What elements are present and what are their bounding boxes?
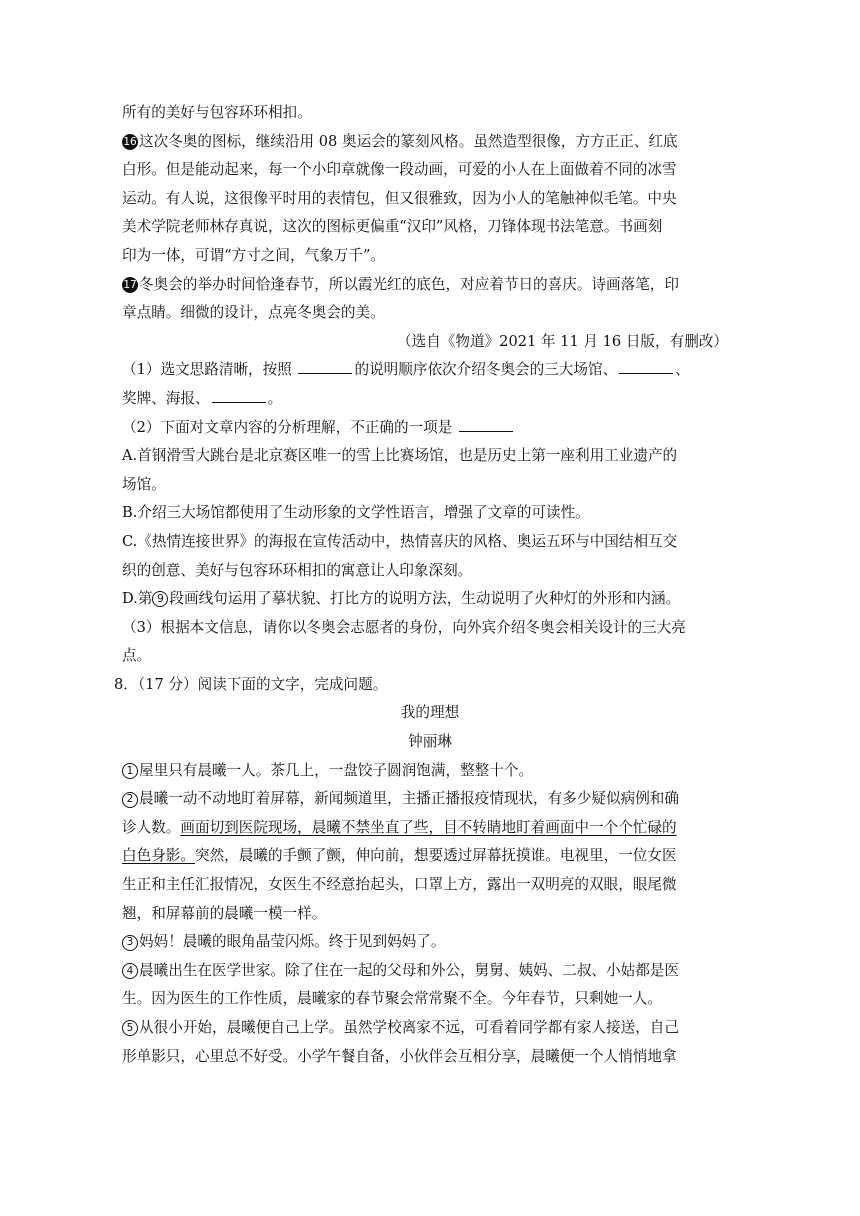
paragraph-number-16: 16 (122, 134, 138, 150)
article-title: 我的理想 (400, 704, 460, 722)
answer-blank[interactable] (298, 359, 352, 374)
text-line: 白形。但是能动起来，每一个小印章就像一段动画，可爱的小人在上面做着不同的冰雪 (122, 161, 677, 179)
paragraph-number-1: 1 (122, 763, 138, 779)
paragraph-4: 4 晨曦出生在医学世家。除了住在一起的父母和外公，舅舅、姨妈、二叔、小姑都是医 (122, 957, 738, 986)
text-line: 生正和主任汇报情况，女医生不经意抬起头，口罩上方，露出一双明亮的双眼，眼尾微 (122, 876, 677, 894)
article-author: 钟丽琳 (408, 733, 452, 751)
option-a-cont: 场馆。 (122, 475, 166, 493)
text-line: 形单影只，心里总不好受。小学午餐自备，小伙伴会互相分享，晨曦便一个人悄悄地拿 (122, 1047, 677, 1065)
paragraph-3: 3 妈妈！晨曦的眼角晶莹闪烁。终于见到妈妈了。 (122, 928, 738, 957)
question-3-cont: 点。 (122, 647, 152, 665)
paragraph-number-4: 4 (122, 963, 138, 979)
paragraph-number-3: 3 (122, 935, 138, 951)
text-line: 美术学院老师林存真说，这次的图标更偏重“汉印”风格，刀锋体现书法笔意。书画刻 (122, 218, 663, 236)
question-1-cont: 奖牌、海报、 。 (122, 389, 283, 407)
text-line: 所有的美好与包容环环相扣。 (122, 104, 312, 121)
text-line: 生。因为医生的工作性质，晨曦家的春节聚会常常聚不全。今年春节，只剩她一人。 (122, 990, 662, 1008)
underlined-sentence: 画面切到医院现场，晨曦不禁坐直了些，目不转睛地盯着画面中一个个忙碌的 (180, 818, 677, 836)
paragraph-17: 17 冬奥会的举办时间恰逢春节，所以霞光红的底色，对应着节日的喜庆。诗画落笔，印 (123, 275, 679, 293)
paragraph-2: 2 晨曦一动不动地盯着屏幕，新闻频道里，主播正播报疫情现状，有多少疑似病例和确 (122, 785, 738, 814)
document-page (114, 99, 738, 1071)
option-a: A.首钢滑雪大跳台是北京赛区唯一的雪上比赛场馆，也是历史上第一座利用工业遗产的 (122, 447, 678, 465)
question-2: （2）下面对文章内容的分析理解，不正确的一项是 (122, 414, 738, 443)
paragraph-number-9: 9 (152, 591, 168, 607)
paragraph-16: 16 这次冬奥的图标，继续沿用 08 奥运会的篆刻风格。虽然造型很像，方方正正、红底 (123, 132, 678, 150)
answer-blank[interactable] (459, 417, 513, 432)
question-8-heading: 8．（17 分）阅读下面的文字，完成问题。 (114, 675, 388, 693)
option-c: C.《热情连接世界》的海报在宣传活动中，热情喜庆的风格、奥运五环与中国结相互交 (122, 532, 678, 550)
source-citation: （选自《物道》2021 年 11 月 16 日版，有删改） (397, 332, 728, 350)
option-b: B.介绍三大场馆都使用了生动形象的文学性语言，增强了文章的可读性。 (122, 504, 590, 522)
text-line: 诊人数。画面切到医院现场，晨曦不禁坐直了些，目不转睛地盯着画面中一个个忙碌的 (122, 818, 677, 836)
text-line: 运动。有人说，这很像平时用的表情包，但又很雅致，因为小人的笔触神似毛笔。中央 (122, 189, 677, 207)
option-d: D.第 9 段画线句运用了摹状貌、打比方的说明方法，生动说明了火种灯的外形和内涵。 (122, 590, 681, 608)
option-c-cont: 织的创意、美好与包容环环相扣的寓意让人印象深刻。 (122, 561, 473, 579)
paragraph-number-2: 2 (122, 792, 138, 808)
answer-blank[interactable] (619, 359, 673, 374)
answer-blank[interactable] (212, 388, 266, 403)
paragraph-1: 1 屋里只有晨曦一人。茶几上，一盘饺子圆润饱满，整整十个。 (122, 757, 738, 786)
paragraph-5: 5 从很小开始，晨曦便自己上学。虽然学校离家不远，可看着同学都有家人接送，自己 (122, 1014, 738, 1043)
text-line: 印为一体，可谓“方寸之间，气象万千”。 (122, 246, 386, 264)
text-line: 白色身影。突然，晨曦的手颤了颤，伸向前，想要透过屏幕抚摸谁。电视里，一位女医 (122, 847, 677, 865)
text-line: 翘，和屏幕前的晨曦一模一样。 (122, 904, 327, 922)
text-line: 章点睛。细微的设计，点亮冬奥会的美。 (122, 304, 385, 322)
paragraph-number-17: 17 (122, 277, 138, 293)
question-1: （1）选文思路清晰，按照 的说明顺序依次介绍冬奥会的三大场馆、 、 (122, 361, 690, 379)
underlined-sentence: 白色身影。 (122, 847, 195, 865)
question-3: （3）根据本文信息，请你以冬奥会志愿者的身份，向外宾介绍冬奥会相关设计的三大亮 (122, 618, 686, 636)
paragraph-number-5: 5 (122, 1020, 138, 1036)
